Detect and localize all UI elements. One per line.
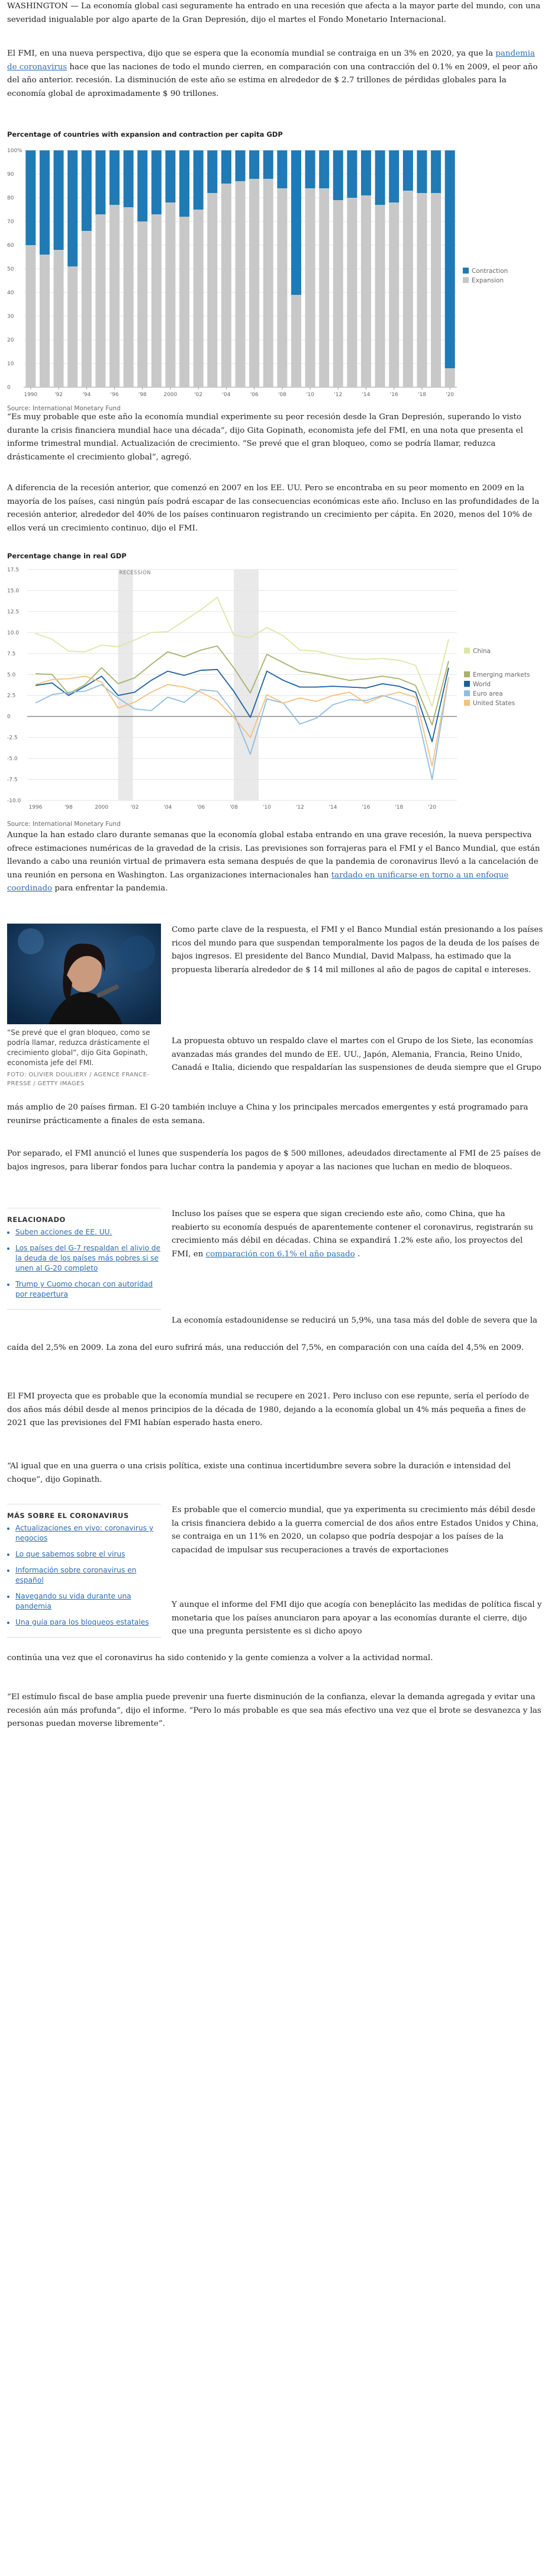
more-title: MÁS SOBRE EL CORONAVIRUS <box>7 1511 129 1520</box>
chart-real-gdp <box>7 552 543 828</box>
y-tick-label: 10.0 <box>7 630 20 636</box>
bar-expansion <box>417 193 427 387</box>
x-tick-label: '06 <box>250 392 259 398</box>
y-tick-label: -7.5 <box>7 777 18 783</box>
more-coronavirus-box <box>7 1504 161 1638</box>
y-tick-label: -5.0 <box>7 756 18 763</box>
bar-expansion <box>221 184 231 387</box>
related-link[interactable]: Trump y Cuomo chocan con autoridad por reapertura <box>15 1280 153 1298</box>
paragraph: La propuesta obtuvo un respaldo clave el martes con el Grupo de los Siete, las economías avanzadas más grandes del mundo de EE. UU., Japón, Alemania, Francia, Reino Unido, Canadá e Italia, diciendo que respaldarían las suspensiones de deuda siempre que el Grupo <box>172 1037 542 1072</box>
legend-label: Euro area <box>473 690 503 697</box>
related-list <box>7 1227 161 1300</box>
bar-expansion <box>389 202 399 387</box>
y-tick-label: 30 <box>7 314 14 320</box>
paragraph: continúa una vez que el coronavirus ha sido contenido y la gente comienza a volver a la actividad normal. <box>7 1654 433 1662</box>
bar-expansion <box>25 245 36 387</box>
x-tick-label: '04 <box>222 392 231 398</box>
bar-expansion <box>319 188 329 387</box>
x-tick-label: '02 <box>130 805 139 811</box>
y-tick-label: 10 <box>7 361 14 367</box>
paragraph: más amplio de 20 países firman. El G-20 también incluye a China y los principales mercados emergentes y está programado para reunirse prácticamente a finales de esta semana. <box>7 1103 529 1125</box>
paragraph: “Es muy probable que este año la economía mundial experimente su peor recesión desde la Gran Depresión, superando lo visto durante la crisis financiera mundial hace una década”, dijo Gita Gopinath, economista jefe del FMI, en una nota que presenta el informe trimestral mundial. Actualización de crecimiento. “Se prevé que el gran bloqueo, como se podría llamar, reduzca drásticamente el crecimiento global”, agregó. <box>7 413 523 462</box>
x-tick-label: '16 <box>362 805 370 811</box>
x-tick-label: 2000 <box>95 805 109 811</box>
bar-contraction <box>165 150 175 202</box>
bar-expansion <box>67 266 78 387</box>
bar-expansion <box>235 181 245 387</box>
paragraph: La economía estadounidense se reducirá un 5,9%, una tasa más del doble de severa que la <box>172 1316 537 1325</box>
more-link[interactable]: Una guía para los bloqueos estatales <box>15 1618 149 1626</box>
legend-label: World <box>473 681 491 688</box>
bar-contraction <box>361 150 371 195</box>
x-tick-label: '20 <box>446 392 455 398</box>
figure <box>7 924 161 1088</box>
bar-contraction <box>54 150 64 250</box>
more-item <box>15 1523 161 1543</box>
bar-contraction <box>319 150 329 188</box>
bar-contraction <box>417 150 427 193</box>
paragraph: “Al igual que en una guerra o una crisis política, existe una continua incertidumbre severa sobre la duración e intensidad del choque”, dijo Gopinath. <box>7 1462 511 1484</box>
paragraph: Aunque la han estado claro durante semanas que la economía global estaba entrando en una grave recesión, la nueva perspectiva ofrece estimaciones numéricas de la gravedad de la crisis. Las previsiones son forrajeras para el FMI y el Banco Mundial, que están llevando a cabo una reunión virtual de primavera esta semana después de que la pandemia de coronavirus llevó a la cancelación de una reunión en persona en Washington. Las organizaciones internacionales han tardado en unificarse en torno a un enfoque coordinado para enfrentar la pandemia. <box>7 831 540 893</box>
y-tick-label: 12.5 <box>7 609 20 615</box>
bar-contraction <box>445 150 455 368</box>
related-item <box>15 1279 161 1300</box>
paragraph: Y aunque el informe del FMI dijo que acogía con beneplácito las medidas de política fiscal y monetaria que los países anunciaron para apoyar a las economías durante el cierre, dijo que una pregunta persistente es si dicho apoyo <box>172 1600 542 1636</box>
y-tick-label: 70 <box>7 219 14 225</box>
y-tick-label: 15.0 <box>7 588 20 594</box>
legend-swatch <box>464 648 470 654</box>
legend-swatch <box>463 268 469 274</box>
bar-contraction <box>179 150 189 217</box>
bar-contraction <box>25 150 36 245</box>
more-item <box>15 1565 161 1586</box>
legend-swatch <box>464 690 470 696</box>
more-item <box>15 1549 161 1559</box>
bar-contraction <box>137 150 147 221</box>
coordinated-approach-link[interactable]: tardado en unificarse en torno a un enfoque coordinado <box>7 870 509 893</box>
related-link[interactable]: Los países del G-7 respaldan el alivio de la deuda de los países más pobres si se unen al G-20 completo <box>15 1244 161 1272</box>
bar-expansion <box>54 250 64 387</box>
recession-label: RECESSION <box>119 570 152 576</box>
bar-expansion <box>403 191 413 387</box>
more-list <box>7 1523 161 1628</box>
coronavirus-pandemic-link[interactable]: pandemia de coronavirus <box>7 49 535 72</box>
related-title: RELACIONADO <box>7 1215 66 1224</box>
bar-contraction <box>333 150 343 200</box>
x-tick-label: '96 <box>110 392 119 398</box>
line-chart <box>7 564 543 818</box>
paragraph: A diferencia de la recesión anterior, que comenzó en 2007 en los EE. UU. Pero se encontraba en su peor momento en 2009 en la mayoría de los países, casi ningún país podrá escapar de las consecuencias económicas este año. Incluso en las profundidades de la recesión anterior, alrededor del 40% de los países continuaron registrando un crecimiento per cápita. En 2020, menos del 10% de ellos verá un crecimiento continuo, dijo el FMI. <box>7 484 540 533</box>
x-tick-label: 2000 <box>163 392 178 398</box>
x-tick-label: '08 <box>278 392 286 398</box>
x-tick-label: '14 <box>362 392 370 398</box>
bar-expansion <box>207 193 217 387</box>
bar-contraction <box>403 150 413 191</box>
bar-expansion <box>305 188 315 387</box>
bar-contraction <box>124 150 134 207</box>
bar-chart <box>7 142 543 403</box>
more-link[interactable]: Navegando su vida durante una pandemia <box>15 1592 131 1610</box>
y-tick-label: 5.0 <box>7 672 16 678</box>
y-tick-label: 90 <box>7 172 14 178</box>
related-item <box>15 1243 161 1273</box>
bar-contraction <box>305 150 315 188</box>
paragraph: Por separado, el FMI anunció el lunes que suspendería los pagos de $ 500 millones, adeudados directamente al FMI de 25 países de bajos ingresos, para liberar fondos para luchar contra la pandemia y apoyar a las naciones que luchan en medio de bloqueos. <box>7 1149 541 1172</box>
paragraph: Como parte clave de la respuesta, el FMI y el Banco Mundial están presionando a los países ricos del mundo para que suspendan temporalmente los pagos de la deuda de los países de bajos ingresos. El presidente del Banco Mundial, David Malpass, ha estimado que la propuesta liberaría alrededor de $ 14 mil millones al año de pagos de capital e intereses. <box>172 925 543 975</box>
photo-gita-gopinath <box>7 924 161 1024</box>
bar-expansion <box>333 200 343 387</box>
bar-contraction <box>389 150 399 202</box>
y-tick-label: 40 <box>7 290 14 296</box>
bar-contraction <box>82 150 92 231</box>
bar-expansion <box>263 179 273 387</box>
bar-expansion <box>277 188 287 387</box>
paragraph: El FMI, en una nueva perspectiva, dijo que se espera que la economía mundial se contraiga en un 3% en 2020, ya que la pandemia de coronavirus hace que las naciones de todo el mundo cierren, en comparación con una contracción del 0.1% en 2009, el peor año del año anterior. recesión. La disminución de este año se estima en alrededor de $ 2.7 trillones de pérdidas globales para la economía global de aproximadamente $ 90 trillones. <box>7 49 538 98</box>
bar-contraction <box>152 150 162 214</box>
more-link[interactable]: Actualizaciones en vivo: coronavirus y negocios <box>15 1524 154 1542</box>
y-tick-label: 100% <box>7 148 22 154</box>
bar-expansion <box>445 368 455 387</box>
x-tick-label: '10 <box>306 392 315 398</box>
y-tick-label: 50 <box>7 266 14 272</box>
bar-expansion <box>375 205 385 387</box>
x-tick-label: '18 <box>417 392 426 398</box>
x-tick-label: '08 <box>230 805 239 811</box>
bar-contraction <box>221 150 231 184</box>
chart-countries-expansion-contraction <box>7 130 543 412</box>
paragraph: Incluso los países que se espera que sigan creciendo este año, como China, que ha reabierto su economía después de aparentemente contener el coronavirus, registrarán su crecimiento más débil en décadas. China se expandirá 1.2% este año, los proyectos del FMI, en comparación con 6.1% el año pasado . <box>172 1210 533 1259</box>
more-link[interactable]: Información sobre coronavirus en español <box>15 1566 137 1584</box>
bar-expansion <box>95 214 105 387</box>
x-tick-label: '12 <box>334 392 343 398</box>
bar-contraction <box>263 150 273 179</box>
x-tick-label: '98 <box>138 392 147 398</box>
bar-contraction <box>109 150 120 205</box>
paragraph: Es probable que el comercio mundial, que ya experimenta su crecimiento más débil desde la crisis financiera debido a la guerra comercial de dos años entre Estados Unidos y China, se contraiga en un 11% en 2020, un colapso que podría despojar a los países de la capacidad de impulsar sus recuperaciones a través de exportaciones <box>172 1506 539 1555</box>
photo-caption: “Se prevé que el gran bloqueo, como se podría llamar, reduzca drásticamente el crecimiento global”, dijo Gita Gopinath, economista jefe del FMI. <box>7 1028 150 1067</box>
y-tick-label: 7.5 <box>7 651 16 657</box>
paragraph: “El estímulo fiscal de base amplia puede prevenir una fuerte disminución de la confianza, elevar la demanda agregada y evitar una recesión aún más profunda”, dijo el informe. “Pero lo más probable es que sea más efectivo una vez que el brote se desvanezca y las personas puedan moverse libremente”. <box>7 1693 542 1728</box>
bar-contraction <box>235 150 245 181</box>
y-tick-label: -2.5 <box>7 735 18 741</box>
bar-expansion <box>124 207 134 387</box>
legend-swatch <box>464 700 470 706</box>
y-tick-label: 2.5 <box>7 693 16 699</box>
x-tick-label: '20 <box>428 805 437 811</box>
y-tick-label: 20 <box>7 337 14 343</box>
bar-expansion <box>361 195 371 387</box>
legend-swatch <box>464 681 470 687</box>
bar-expansion <box>109 205 120 387</box>
legend-label: Contraction <box>472 268 508 275</box>
bar-expansion <box>82 231 92 387</box>
bar-contraction <box>95 150 105 214</box>
recession-band <box>118 570 133 800</box>
x-tick-label: '12 <box>295 805 304 811</box>
x-tick-label: '16 <box>389 392 398 398</box>
related-item <box>15 1227 161 1237</box>
bar-contraction <box>207 150 217 193</box>
x-tick-label: '02 <box>194 392 203 398</box>
bar-contraction <box>249 150 259 179</box>
paragraph: WASHINGTON — La economía global casi seguramente ha entrado en una recesión que afecta a la mayor parte del mundo, con una severidad inigualable por algo aparte de la Gran Depresión, dijo el martes el Fondo Monetario Internacional. <box>7 2 541 24</box>
bar-expansion <box>40 255 50 387</box>
legend-swatch <box>464 671 470 677</box>
more-item <box>15 1591 161 1612</box>
x-tick-label: 1990 <box>24 392 38 398</box>
x-tick-label: '18 <box>395 805 404 811</box>
bar-contraction <box>347 150 357 198</box>
x-tick-label: '10 <box>262 805 271 811</box>
y-tick-label: 17.5 <box>7 567 20 573</box>
photo-credit: FOTO: OLIVIER DOULIERY / AGENCE FRANCE-PRESSE / GETTY IMAGES <box>7 1072 150 1087</box>
bar-contraction <box>67 150 78 266</box>
chart-source: Source: International Monetary Fund <box>7 821 121 828</box>
x-tick-label: '06 <box>196 805 205 811</box>
more-link[interactable]: Lo que sabemos sobre el virus <box>15 1550 125 1558</box>
bar-expansion <box>137 221 147 387</box>
bar-expansion <box>291 295 301 387</box>
bar-expansion <box>249 179 259 387</box>
legend-swatch <box>463 277 469 283</box>
bar-contraction <box>375 150 385 205</box>
bar-expansion <box>165 202 175 387</box>
china-growth-link[interactable]: comparación con 6.1% el año pasado <box>205 1249 355 1259</box>
x-tick-label: '04 <box>163 805 172 811</box>
recession-band <box>234 570 259 800</box>
x-tick-label: '94 <box>82 392 91 398</box>
legend-label: China <box>473 648 491 655</box>
chart-title: Percentage of countries with expansion and contraction per capita GDP <box>7 130 283 139</box>
chart-title: Percentage change in real GDP <box>7 552 127 560</box>
bar-expansion <box>431 193 441 387</box>
y-tick-label: -10.0 <box>7 798 21 804</box>
more-item <box>15 1617 161 1628</box>
bar-contraction <box>291 150 301 295</box>
x-tick-label: 1996 <box>28 805 43 811</box>
x-tick-label: '92 <box>54 392 63 398</box>
y-tick-label: 0 <box>7 385 11 391</box>
bar-contraction <box>431 150 441 193</box>
related-link[interactable]: Suben acciones de EE. UU. <box>15 1228 112 1236</box>
y-tick-label: 0 <box>7 714 11 721</box>
bar-contraction <box>40 150 50 255</box>
x-tick-label: '98 <box>64 805 73 811</box>
paragraph: El FMI proyecta que es probable que la economía mundial se recupere en 2021. Pero incluso con ese repunte, sería el período de dos años más débil desde al menos principios de la década de 1980, dejando a la economía global un 4% más pequeña a fines de 2021 que las previsiones del FMI habían esperado hasta enero. <box>7 1392 529 1427</box>
bar-contraction <box>194 150 204 210</box>
paragraph: caída del 2,5% en 2009. La zona del euro sufrirá más, una reducción del 7,5%, en comparación con una caída del 4,5% en 2009. <box>7 1343 524 1352</box>
bar-expansion <box>179 217 189 387</box>
chart-source: Source: International Monetary Fund <box>7 405 121 412</box>
legend-label: Emerging markets <box>473 671 530 678</box>
related-box <box>7 1208 161 1310</box>
y-tick-label: 80 <box>7 195 14 201</box>
bar-expansion <box>347 198 357 387</box>
x-tick-label: '14 <box>328 805 337 811</box>
bar-contraction <box>277 150 287 188</box>
bar-expansion <box>194 210 204 387</box>
bar-expansion <box>152 214 162 387</box>
legend-label: Expansion <box>472 277 504 284</box>
legend-label: United States <box>473 700 515 707</box>
y-tick-label: 60 <box>7 243 14 249</box>
